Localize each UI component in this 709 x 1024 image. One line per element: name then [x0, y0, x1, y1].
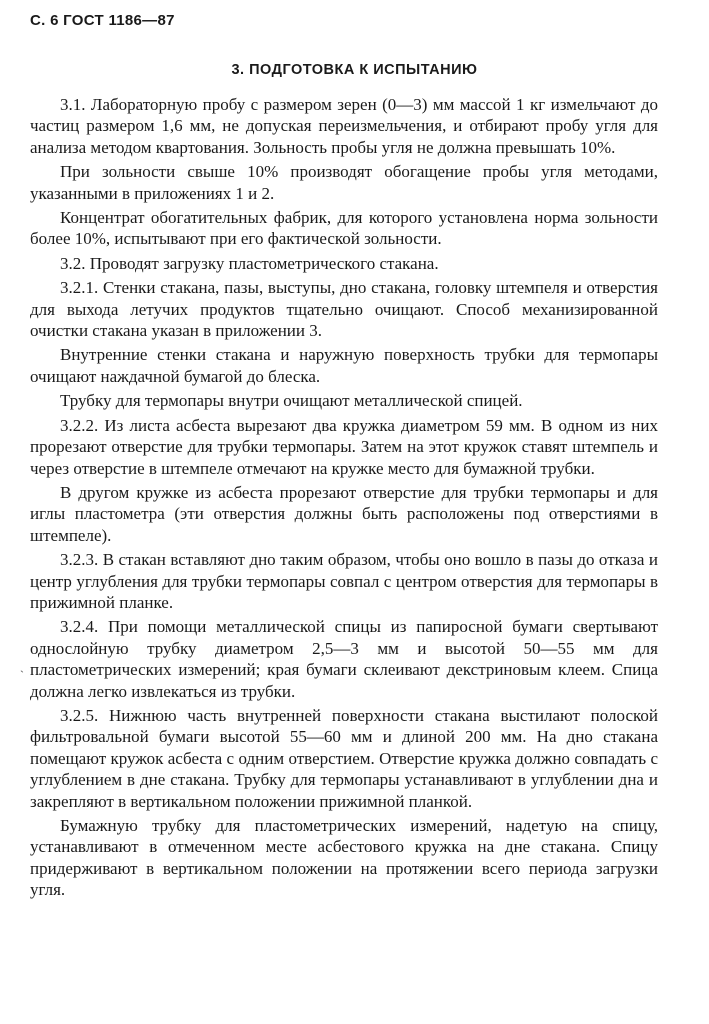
paragraph-second-disc: В другом кружке из асбеста прорезают отверстие для трубки термопары и для иглы пластометра (эти отверстия должны быть расположены под отверстиями в штемпеле). — [30, 482, 658, 545]
page-header: С. 6 ГОСТ 1186—87 — [30, 12, 175, 29]
paragraph-3-2: 3.2. Проводят загрузку пластометрического стакана. — [60, 253, 439, 273]
paragraph-3-2-5: 3.2.5. Нижнюю часть внутренней поверхности стакана выстилают полоской фильтровальной бумаги высотой 55—60 мм и длиной 200 мм. На дно стакана помещают кружок асбеста с одним отверстием. Отверстие кружка должно совпадать с углублением в дне стакана. Трубку для термопары устанавливают в углублении дна и закрепляют в вертикальном положении прижимной планкой. — [30, 705, 658, 811]
body-text — [30, 94, 658, 904]
paragraph-paper-tube: Бумажную трубку для пластометрических измерений, надетую на спицу, устанавливают в отмеченном месте асбестового кружка на дне стакана. Спицу придерживают в вертикальном положении на протяжении всего периода загрузки угля. — [30, 816, 658, 900]
paragraph-3-2-2: 3.2.2. Из листа асбеста вырезают два кружка диаметром 59 мм. В одном из них прорезают отверстие для трубки термопары. Затем на этот кружок ставят штемпель и через отверстие в штемпеле отмечают на кружке место для бумажной трубки. — [30, 415, 658, 478]
paragraph-concentrate: Концентрат обогатительных фабрик, для которого установлена норма зольности более 10%, испытывают при его фактической зольности. — [30, 208, 658, 249]
margin-mark: ˎ — [20, 659, 24, 673]
paragraph-inner-walls: Внутренние стенки стакана и наружную поверхность трубки для термопары очищают наждачной бумагой до блеска. — [30, 345, 658, 386]
paragraph-tube-cleaning: Трубку для термопары внутри очищают металлической спицей. — [60, 391, 523, 411]
paragraph-3-2-1: 3.2.1. Стенки стакана, пазы, выступы, дно стакана, головку штемпеля и отверстия для выхода летучих продуктов тщательно очищают. Способ механизированной очистки стакана указан в приложении 3. — [30, 278, 658, 341]
section-title: 3. ПОДГОТОВКА К ИСПЫТАНИЮ — [231, 62, 478, 78]
paragraph-3-2-4: 3.2.4. При помощи металлической спицы из папиросной бумаги свертывают однослойную трубку диаметром 2,5—3 мм и высотой 50—55 мм для пластометрических измерений; края бумаги склеивают декстриновым клеем. Спица должна легко извлекаться из трубки. — [30, 617, 658, 701]
paragraph-3-2-3: 3.2.3. В стакан вставляют дно таким образом, чтобы оно вошло в пазы до отказа и центр углубления для трубки термопары совпал с центром отверстия для термопары в прижимной планке. — [30, 550, 658, 612]
paragraph-ash-over-10: При зольности свыше 10% производят обогащение пробы угля методами, указанными в приложениях 1 и 2. — [30, 162, 658, 203]
paragraph-3-1: 3.1. Лабораторную пробу с размером зерен (0—3) мм массой 1 кг измельчают до частиц размером 1,6 мм, не допуская переизмельчения, и отбирают пробу угля для анализа методом квартования. Зольность пробы угля не должна превышать 10%. — [30, 95, 658, 157]
